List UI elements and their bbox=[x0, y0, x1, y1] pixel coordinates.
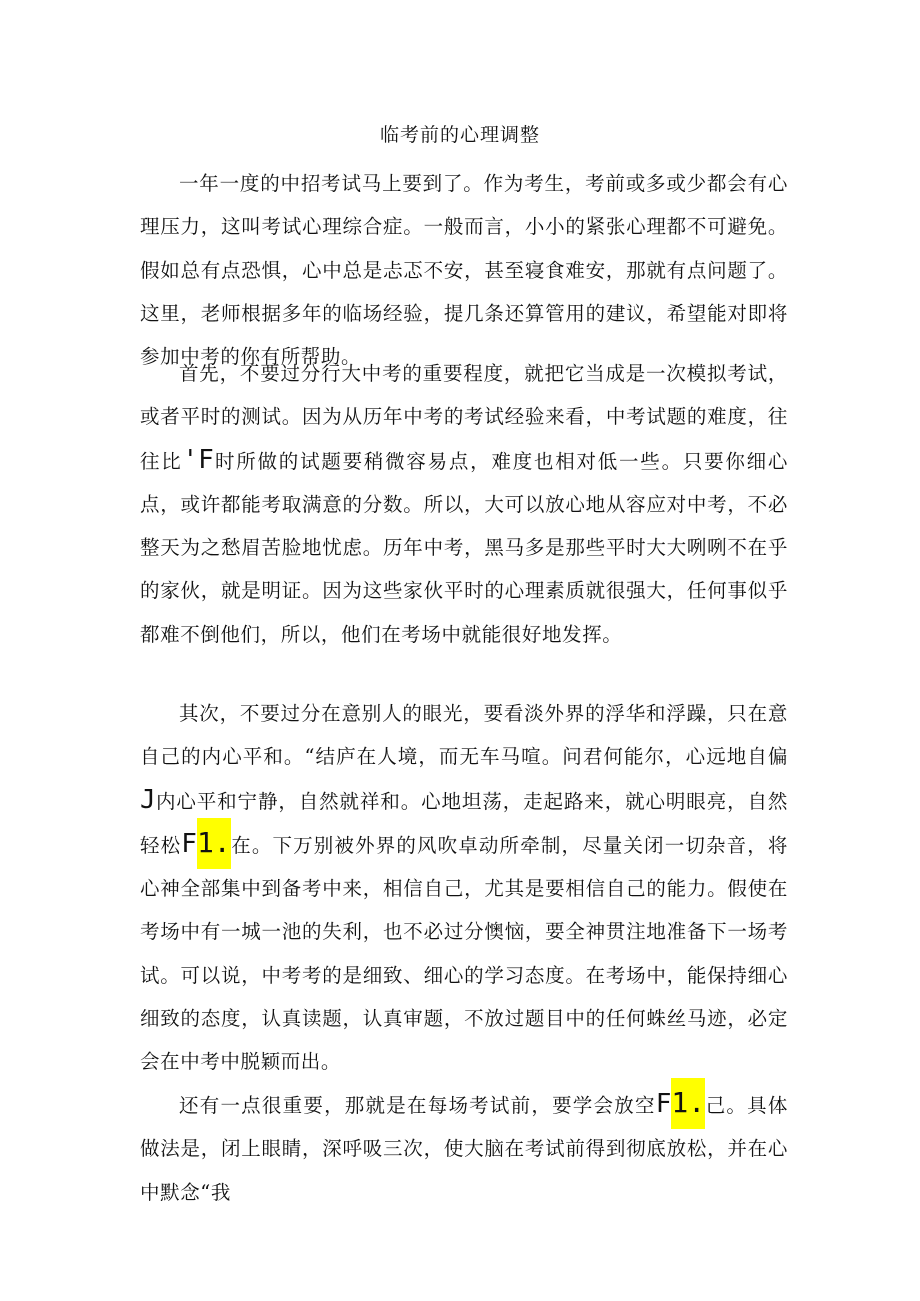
paragraph-text: 还有一点很重要，那就是在每场考试前，要学会放空 bbox=[179, 1094, 656, 1117]
ocr-artifact-text: J bbox=[140, 784, 156, 815]
document-title: 临考前的心理调整 bbox=[379, 124, 540, 146]
highlighted-text: 1. bbox=[671, 1078, 705, 1129]
highlighted-text: 1. bbox=[197, 818, 231, 869]
paragraph-4 bbox=[140, 1083, 788, 1214]
paragraph-text: 己。具体做法是，闭上眼睛，深呼吸三次，使大脑在考试前得到彻底放松，并在心中默念“我 bbox=[140, 1094, 788, 1204]
paragraph-2 bbox=[140, 352, 788, 656]
ocr-artifact-text: 'F bbox=[182, 444, 214, 475]
paragraph-text: 在。下万别被外界的风吹卓动所牵制，尽量关闭一切杂音，将心神全部集中到备考中来，相信自己，尤其是要相信自己的能力。假使在考场中有一城一池的失利，也不必过分懊恼，要全神贯注地准备下一场考试。可以说，中考考的是细致、细心的学习态度。在考场中，能保持细心细致的态度，认真读题，认真审题，不放过题目中的任何蛛丝马迹，必定会在中考中脱颖而出。 bbox=[140, 833, 789, 1074]
paragraph-3 bbox=[140, 692, 788, 1084]
paragraph-1 bbox=[140, 162, 788, 378]
paragraph-text: 一年一度的中招考试马上要到了。作为考生，考前或多或少都会有心理压力，这叫考试心理综合症。一般而言，小小的紧张心理都不可避免。假如总有点恐惧，心中总是忐忑不安，甚至寝食难安，那就有点问题了。这里，老师根据多年的临场经验，提几条还算管用的建议，希望能对即将参加中考的你有所帮助。 bbox=[140, 172, 788, 369]
ocr-artifact-text: F bbox=[181, 828, 197, 859]
ocr-artifact-text: F bbox=[655, 1089, 672, 1119]
paragraph-text: 内心平和宁静，自然就祥和。心地坦荡，走起路来，就心明眼亮，自然轻松 bbox=[140, 789, 788, 857]
paragraph-text: 首先，不要过分行大中考的重要程度，就把它当成是一次模拟考试，或者平时的测试。因为从历年中考的考试经验来看，中考试题的难度，往往比 bbox=[140, 362, 788, 473]
paragraph-text: 其次，不要过分在意别人的眼光，要看淡外界的浮华和浮躁，只在意自己的内心平和。“结庐在人境，而无车马喧。问君何能尔，心远地自偏 bbox=[140, 702, 788, 769]
paragraph-text: 时所做的试题要稍微容易点，难度也相对低一些。只要你细心点，或许都能考取满意的分数。所以，大可以放心地从容应对中考，不必整天为之愁眉苦脸地忧虑。历年中考，黑马多是那些平时大大咧咧不在乎的家伙，就是明证。因为这些家伙平时的心理素质就很强大，任何事似乎都难不倒他们，所以，他们在考场中就能很好地发挥。 bbox=[140, 449, 788, 646]
